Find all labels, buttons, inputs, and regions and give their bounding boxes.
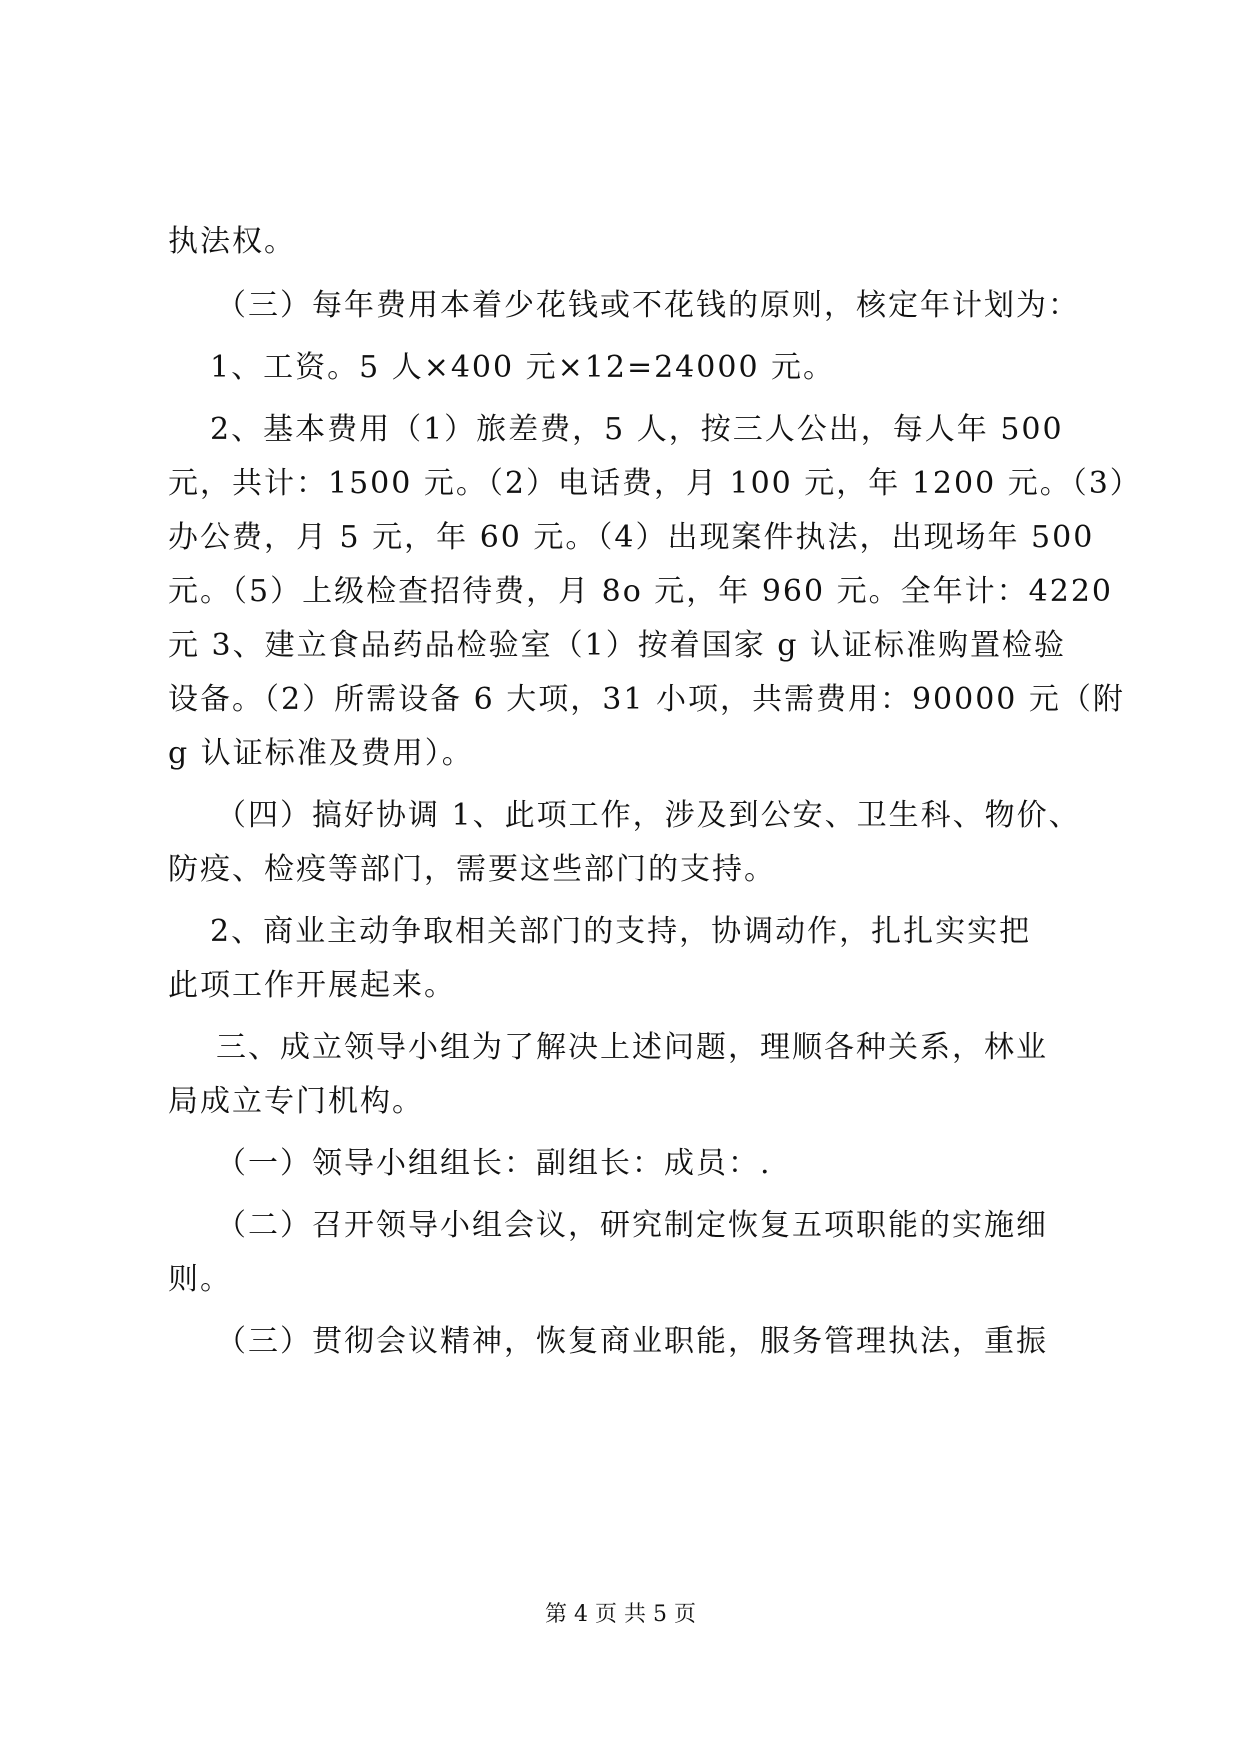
text-line: 2、基本费用（1）旅差费，5 人，按三人公出，每人年 500 (210, 412, 1064, 447)
text-line: （二）召开领导小组会议，研究制定恢复五项职能的实施细 (216, 1208, 1048, 1243)
text-line: g 认证标准及费用）。 (168, 736, 474, 771)
page-footer: 第 4 页 共 5 页 (545, 1602, 696, 1627)
text-line: 则。 (168, 1262, 232, 1297)
text-line: （三）贯彻会议精神，恢复商业职能，服务管理执法，重振 (216, 1324, 1048, 1359)
text-line: 办公费，月 5 元，年 60 元。（4）出现案件执法，出现场年 500 (168, 520, 1095, 555)
text-line: （三）每年费用本着少花钱或不花钱的原则，核定年计划为： (216, 288, 1080, 323)
text-line: （四）搞好协调 1、此项工作，涉及到公安、卫生科、物价、 (216, 798, 1081, 833)
text-line: 1、工资。5 人×400 元×12=24000 元。 (210, 350, 836, 385)
text-line: 元，共计：1500 元。（2）电话费，月 100 元，年 1200 元。（3） (168, 466, 1142, 501)
text-line: 执法权。 (168, 224, 296, 259)
text-line: 元。（5）上级检查招待费，月 8o 元，年 960 元。全年计：4220 (168, 574, 1113, 609)
text-line: 局成立专门机构。 (168, 1084, 424, 1119)
text-line: 元 3、建立食品药品检验室（1）按着国家 g 认证标准购置检验 (168, 628, 1066, 663)
text-line: 设备。（2）所需设备 6 大项，31 小项，共需费用：90000 元（附 (168, 682, 1125, 717)
text-line: 此项工作开展起来。 (168, 968, 456, 1003)
text-line: 2、商业主动争取相关部门的支持，协调动作，扎扎实实把 (210, 914, 1032, 949)
text-line: （一）领导小组组长：副组长：成员：. (216, 1146, 772, 1181)
text-line: 三、成立领导小组为了解决上述问题，理顺各种关系，林业 (216, 1030, 1048, 1065)
text-line: 防疫、检疫等部门，需要这些部门的支持。 (168, 852, 776, 887)
